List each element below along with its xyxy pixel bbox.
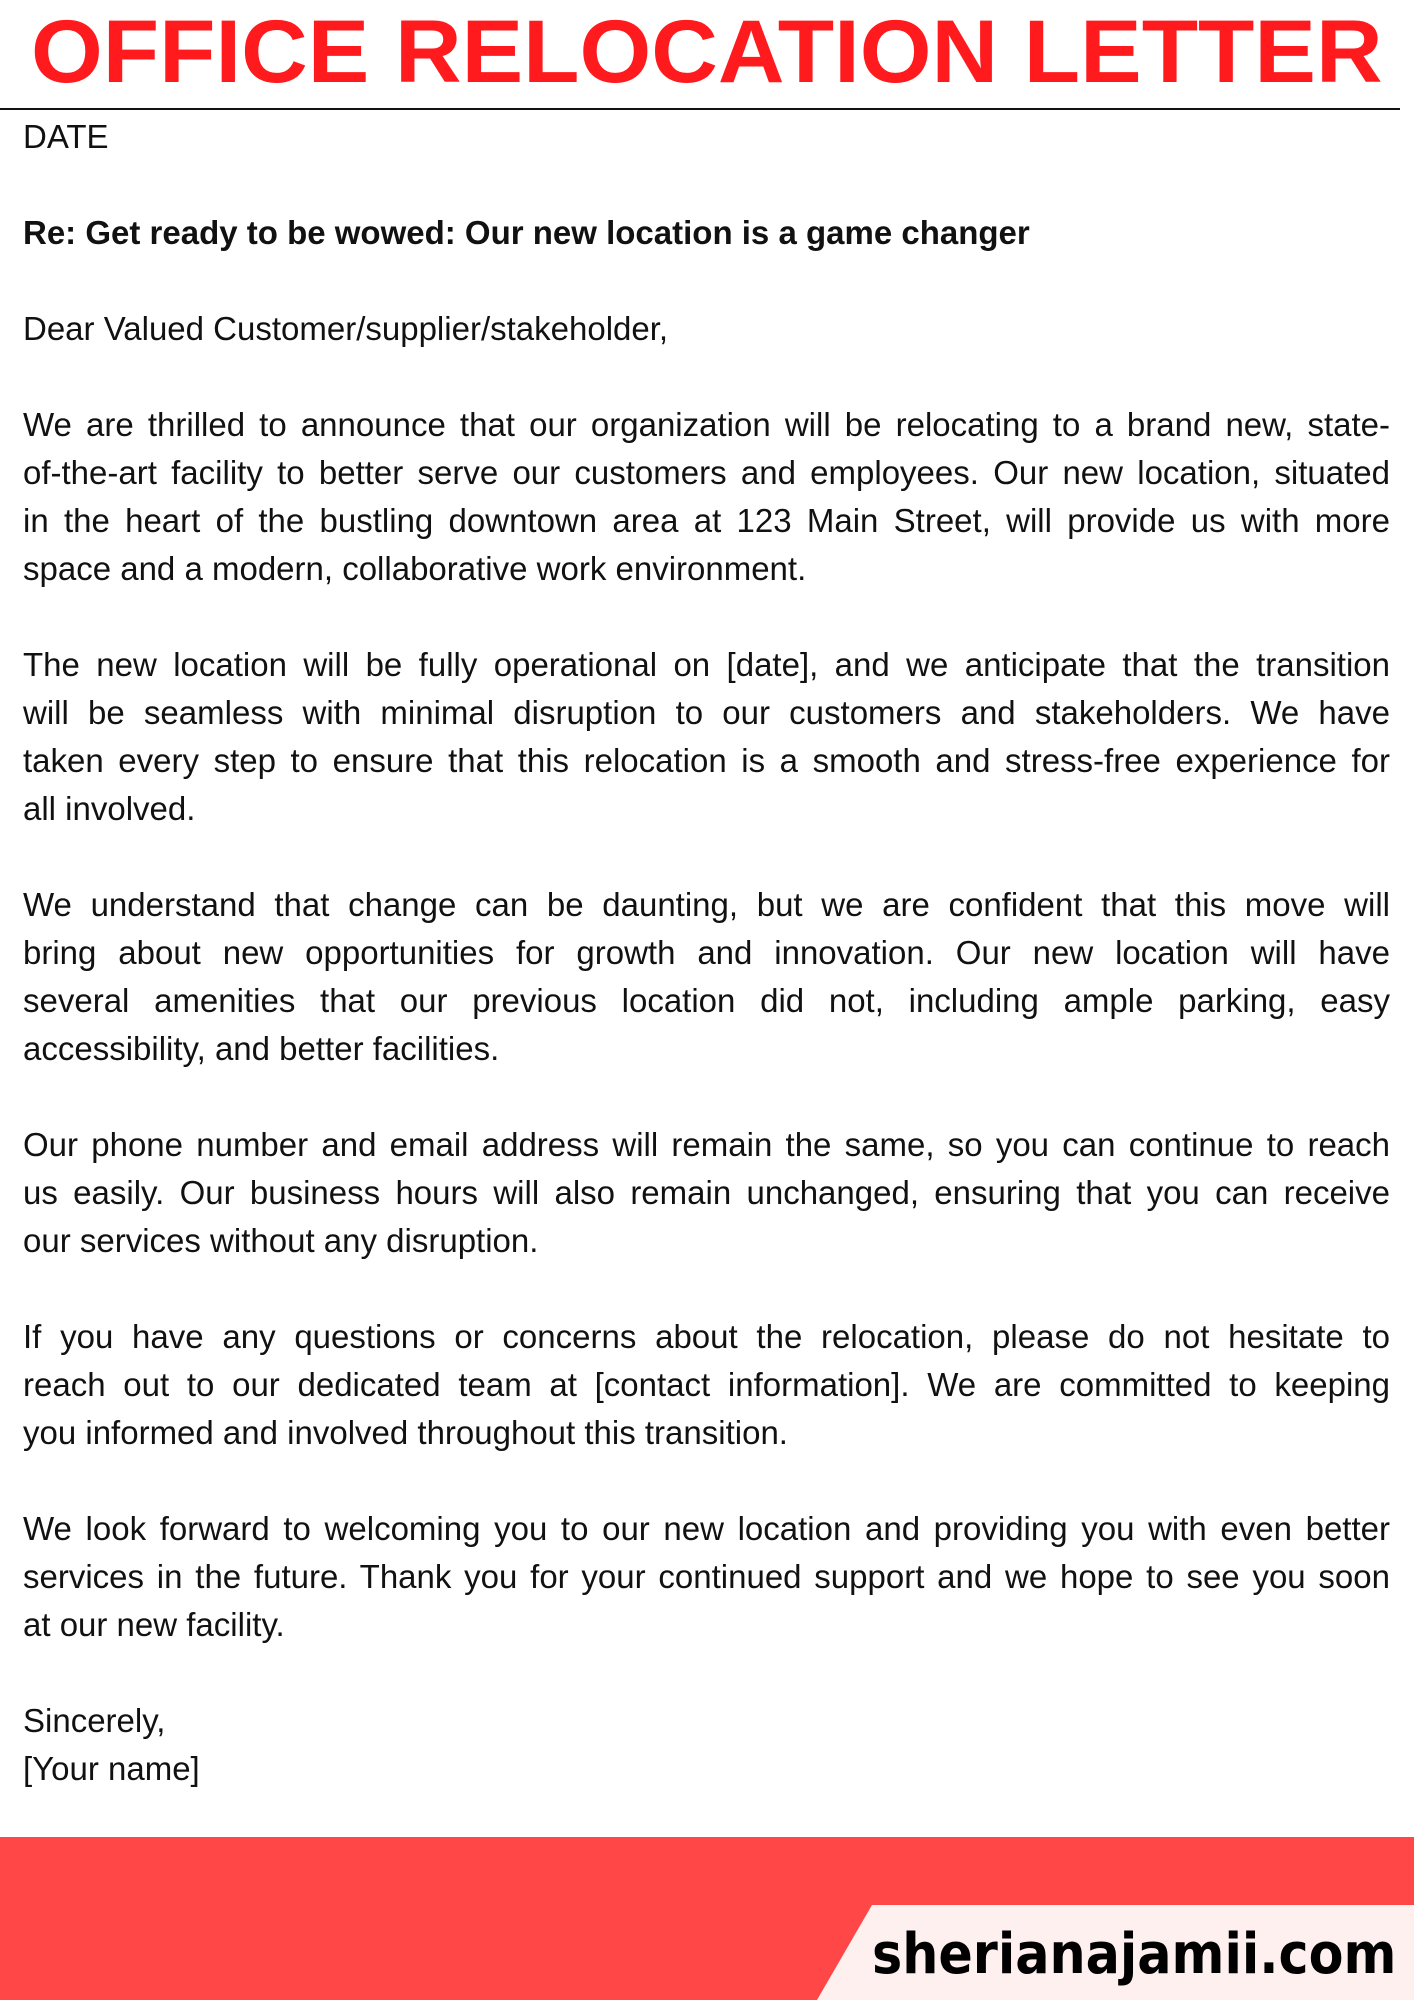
spacer [23,1649,1390,1697]
paragraph-line: us easily. Our business hours will also remain unchanged, ensuring that you can receive [23,1174,1390,1211]
page-title: OFFICE RELOCATION LETTER [31,1,1383,101]
paragraph-line: will be seamless with minimal disruption to our customers and stakeholders. We have [23,694,1390,731]
paragraph-line: services in the future. Thank you for your continued support and we hope to see you soon [23,1558,1390,1595]
spacer [23,593,1390,641]
salutation: Dear Valued Customer/supplier/stakeholder, [23,310,669,347]
signature: [Your name] [23,1750,200,1787]
paragraph-line: bring about new opportunities for growth and innovation. Our new location will have [23,934,1390,971]
paragraph-line: space and a modern, collaborative work environment. [23,550,807,587]
paragraph-line: taken every step to ensure that this relocation is a smooth and stress-free experience for [23,742,1390,779]
paragraph-line: our services without any disruption. [23,1222,539,1259]
spacer [23,257,1390,305]
paragraph-line: Our phone number and email address will remain the same, so you can continue to reach [23,1126,1390,1163]
date-line: DATE [23,118,109,155]
spacer [23,1457,1390,1505]
paragraph-2 [23,641,1390,833]
paragraph-line: We understand that change can be daunting, but we are confident that this move will [23,886,1390,923]
letter-body [23,113,1390,1793]
closing: Sincerely, [23,1702,166,1739]
paragraph-3 [23,881,1390,1073]
spacer [23,1265,1390,1313]
website-link[interactable]: sherianajamii.com [872,1922,1397,1987]
paragraph-line: reach out to our dedicated team at [contact information]. We are committed to keeping [23,1366,1390,1403]
paragraph-1 [23,401,1390,593]
spacer [23,353,1390,401]
paragraph-line: If you have any questions or concerns about the relocation, please do not hesitate to [23,1318,1390,1355]
paragraph-6 [23,1505,1390,1649]
paragraph-4 [23,1121,1390,1265]
paragraph-line: several amenities that our previous location did not, including ample parking, easy [23,982,1390,1019]
subject-line: Re: Get ready to be wowed: Our new location is a game changer [23,214,1030,251]
paragraph-line: all involved. [23,790,196,827]
paragraph-line: We are thrilled to announce that our organization will be relocating to a brand new, state- [23,406,1390,443]
paragraph-line: accessibility, and better facilities. [23,1030,500,1067]
paragraph-line: at our new facility. [23,1606,285,1643]
footer-banner [0,1837,1414,2000]
paragraph-line: of-the-art facility to better serve our customers and employees. Our new location, situated [23,454,1390,491]
paragraph-line: The new location will be fully operational on [date], and we anticipate that the transition [23,646,1390,683]
spacer [23,833,1390,881]
spacer [23,1073,1390,1121]
title-container [31,1,1383,110]
paragraph-5 [23,1313,1390,1457]
spacer [23,161,1390,209]
paragraph-line: We look forward to welcoming you to our new location and providing you with even better [23,1510,1390,1547]
header-divider [0,108,1400,110]
paragraph-line: in the heart of the bustling downtown area at 123 Main Street, will provide us with more [23,502,1390,539]
paragraph-line: you informed and involved throughout this transition. [23,1414,788,1451]
